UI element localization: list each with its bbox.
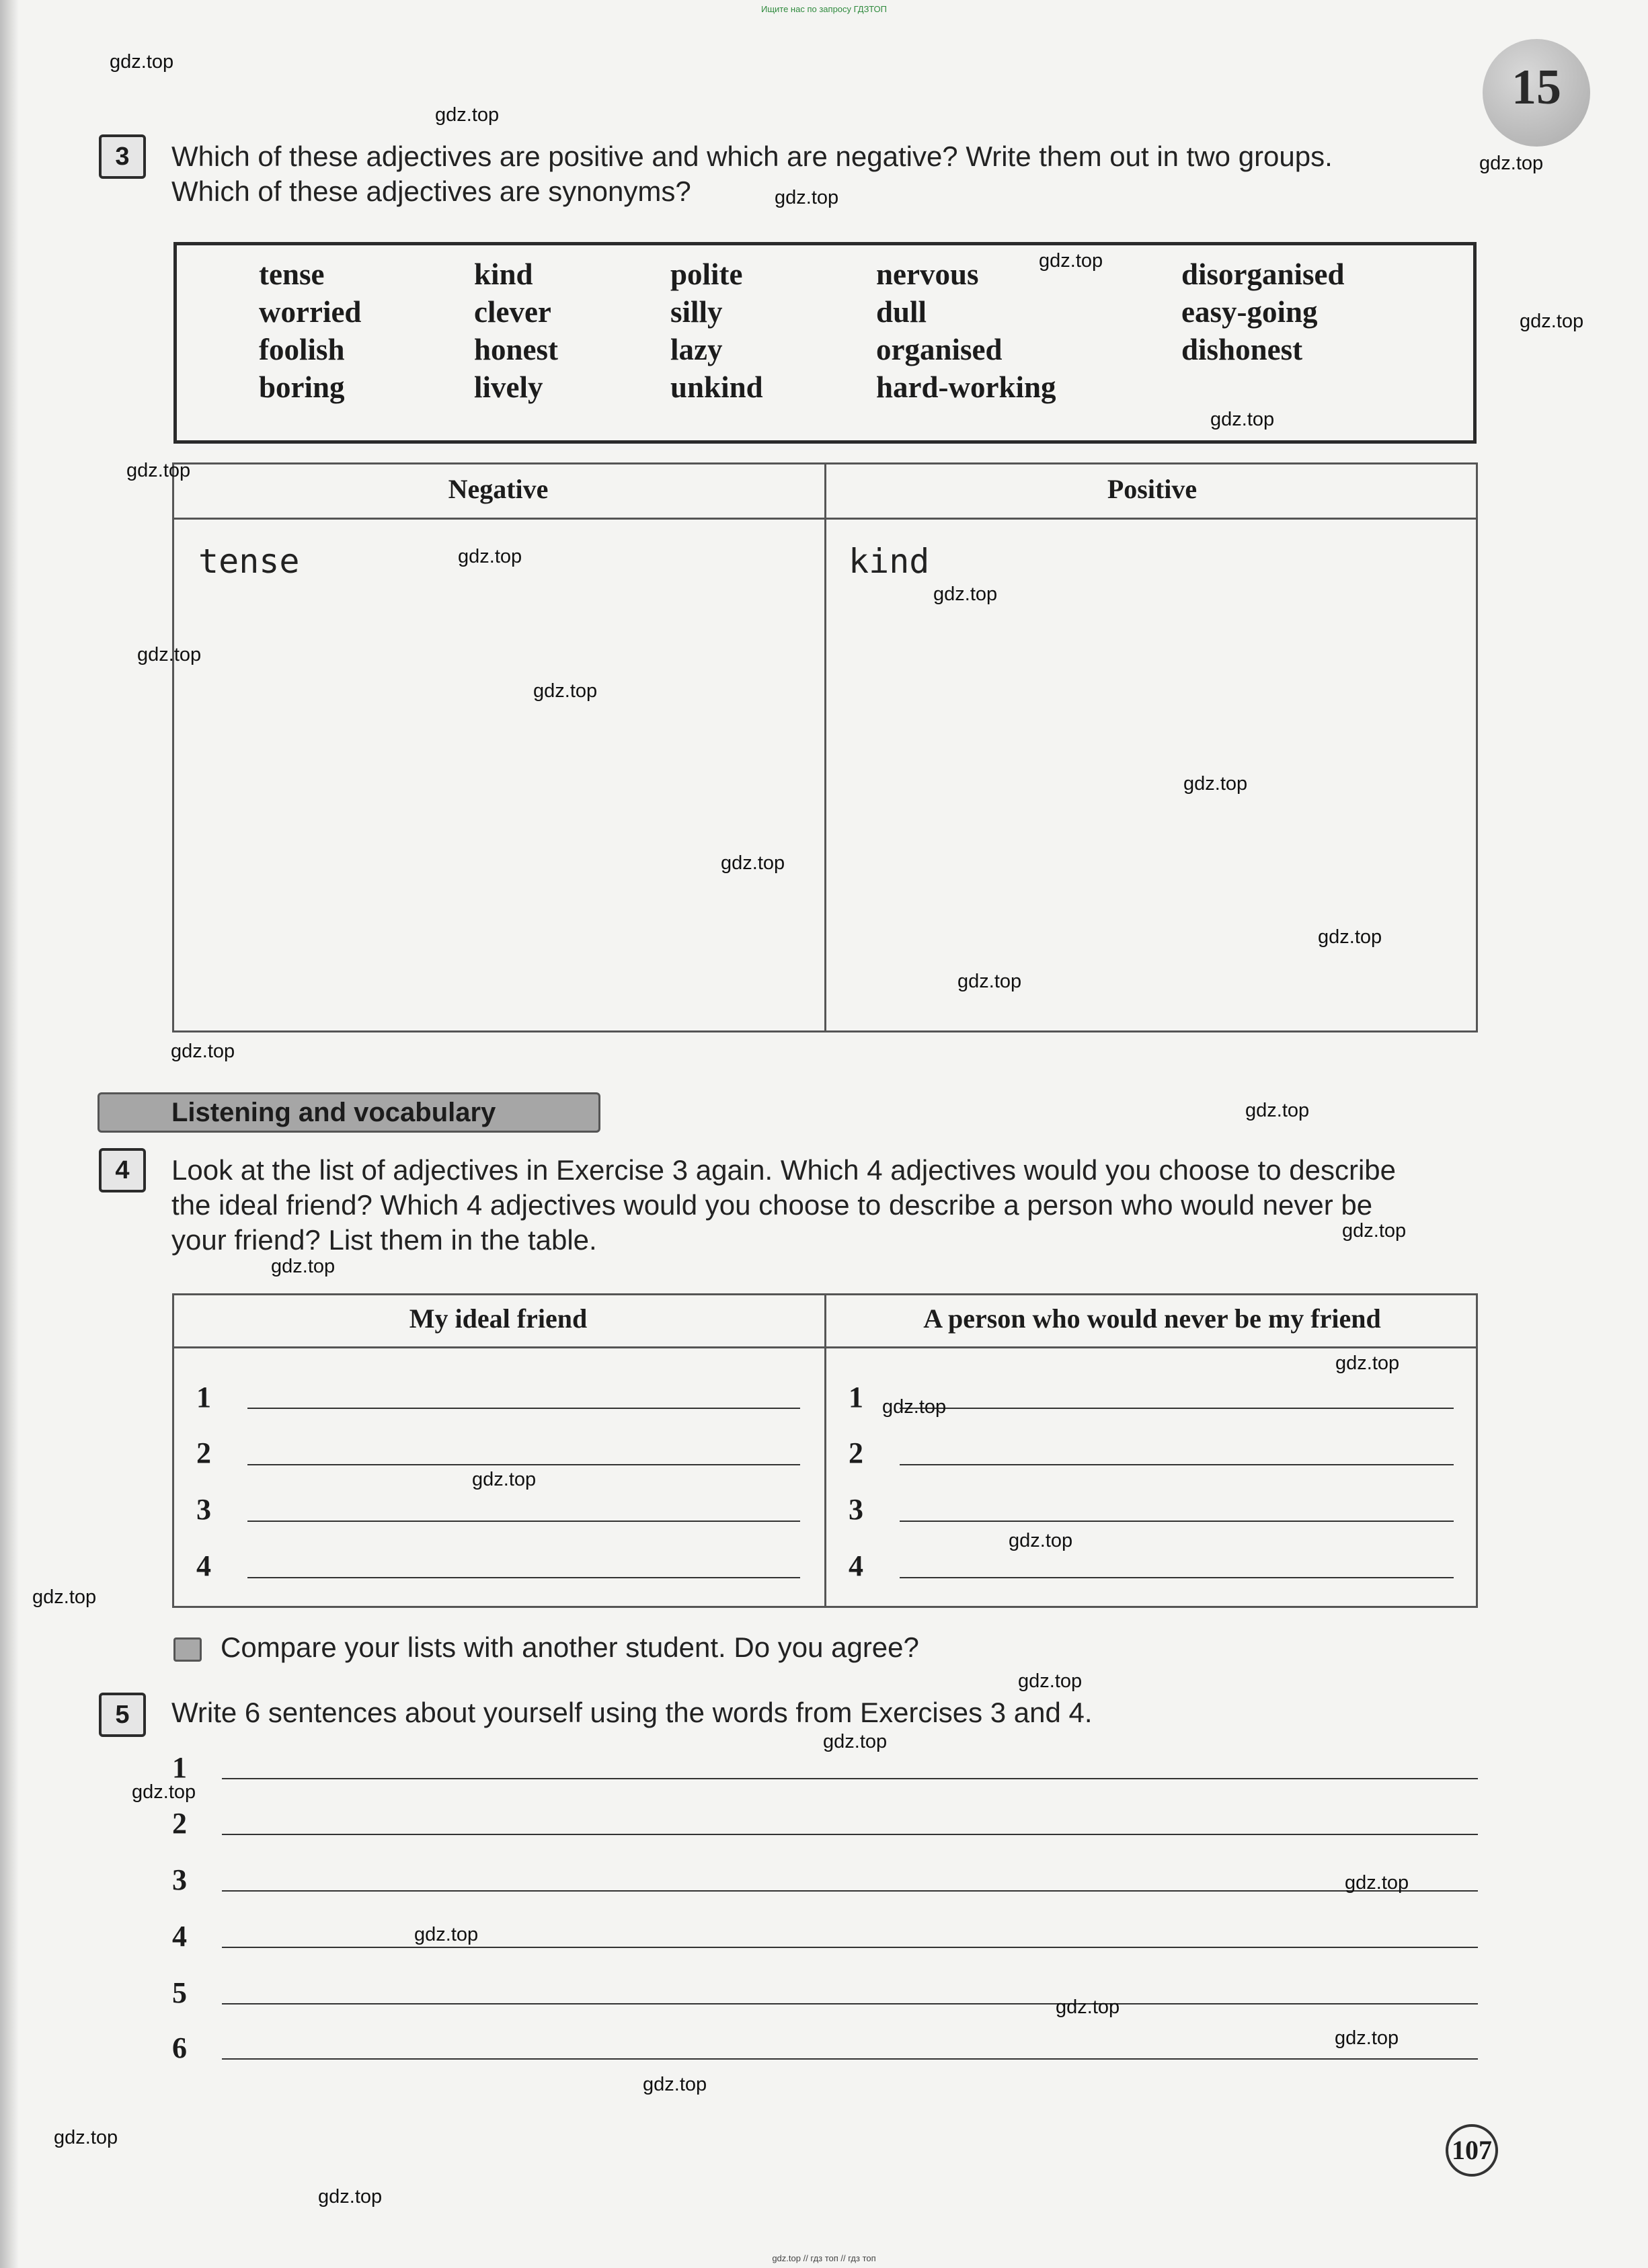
adjective-column-1 [259,255,361,406]
adjective: nervous [876,257,979,291]
adjective: clever [474,295,551,329]
sentence-line[interactable] [222,1890,1478,1892]
exercise-5-instruction: Write 6 sentences about yourself using the words from Exercises 3 and 4. [171,1697,1093,1728]
adjective: polite [670,257,743,291]
sentence-number: 6 [172,2031,187,2064]
adjective: unkind [670,370,763,404]
watermark: gdz.top [643,2074,707,2095]
ideal-answer-line[interactable] [247,1577,800,1578]
watermark: gdz.top [1318,926,1382,948]
adjective: lively [474,370,543,404]
watermark: gdz.top [1210,409,1275,430]
adjective: easy-going [1181,295,1318,329]
watermark: gdz.top [1342,1220,1407,1242]
table-header-rule [172,518,1478,520]
never-row-number: 1 [849,1381,863,1414]
square-bullet-icon [173,1637,202,1662]
adjective: hard-working [876,370,1056,404]
adjective: foolish [259,333,345,366]
watermark: gdz.top [1018,1670,1083,1692]
sentence-line[interactable] [222,2058,1478,2060]
adjective: kind [474,257,533,291]
watermark: gdz.top [1520,311,1584,332]
section-title: Listening and vocabulary [171,1098,496,1127]
watermark: gdz.top [882,1396,947,1418]
exercise-4-instruction-line1: Look at the list of adjectives in Exercise 3 again. Which 4 adjectives would you choose to describe [171,1154,1396,1186]
never-friend-header: A person who would never be my friend [923,1303,1381,1334]
adjective: tense [259,257,325,291]
watermark: gdz.top [1335,1352,1400,1374]
adjective: boring [259,370,345,404]
watermark: gdz.top [137,644,202,665]
watermark: gdz.top [1335,2027,1399,2049]
adjective: dishonest [1181,333,1303,366]
watermark: gdz.top [721,852,785,874]
watermark: gdz.top [32,1586,97,1608]
watermark: gdz.top [318,2186,383,2208]
watermark: gdz.top [1183,773,1248,795]
watermark: gdz.top [414,1924,479,1945]
watermark: gdz.top [1056,1996,1120,2018]
adjective: disorganised [1181,257,1345,291]
page-shadow [0,0,19,2268]
ideal-answer-line[interactable] [247,1464,800,1465]
never-answer-line[interactable] [900,1464,1454,1465]
sentence-number: 4 [172,1920,187,1953]
page-number: 107 [1452,2135,1492,2165]
adjective-column-4 [876,255,1056,406]
ideal-row-number: 4 [196,1549,211,1582]
watermark: gdz.top [110,51,174,73]
unit-number: 15 [1512,60,1561,115]
negative-header: Negative [448,474,549,504]
sentence-line[interactable] [222,2003,1478,2004]
ideal-answer-line[interactable] [247,1521,800,1522]
example-positive: kind [849,542,930,581]
exercise-3-instruction-line2: Which of these adjectives are synonyms? [171,175,691,207]
adjective-column-2 [474,255,558,406]
watermark: gdz.top [1039,250,1103,272]
footer-note: gdz.top // гдз топ // гдз топ [772,2253,876,2263]
never-answer-line[interactable] [900,1577,1454,1578]
sentence-line[interactable] [222,1834,1478,1835]
watermark: gdz.top [54,2127,118,2148]
adjective: dull [876,295,927,329]
watermark: gdz.top [1245,1100,1310,1121]
exercise-3-number: 3 [99,134,146,179]
ideal-row-number: 2 [196,1436,211,1469]
never-answer-line[interactable] [900,1521,1454,1522]
sentence-number: 2 [172,1807,187,1840]
watermark: gdz.top [472,1469,537,1490]
adjective: organised [876,333,1003,366]
exercise-3-instruction-line1: Which of these adjectives are positive and which are negative? Write them out in two groups. [171,140,1333,172]
watermark: gdz.top [132,1781,196,1803]
watermark: gdz.top [957,971,1022,992]
never-row-number: 4 [849,1549,863,1582]
watermark: gdz.top [1479,153,1544,174]
watermark: gdz.top [823,1731,888,1752]
sentence-line[interactable] [222,1947,1478,1948]
watermark: gdz.top [435,104,500,126]
table-divider [824,462,826,1032]
watermark: gdz.top [271,1256,336,1277]
friend-table-divider [824,1293,826,1608]
compare-instruction: Compare your lists with another student. Do you agree? [221,1631,919,1663]
watermark: gdz.top [126,460,191,481]
never-row-number: 3 [849,1493,863,1526]
never-row-number: 2 [849,1436,863,1469]
watermark: gdz.top [1009,1530,1073,1551]
exercise-4-instruction-line3: your friend? List them in the table. [171,1224,597,1256]
adjective: silly [670,295,723,329]
adjective: honest [474,333,559,366]
exercise-4-number: 4 [99,1148,146,1192]
example-negative: tense [198,542,300,581]
watermark: gdz.top [1345,1872,1409,1894]
ideal-row-number: 1 [196,1381,211,1414]
sentence-number: 1 [172,1751,187,1784]
exercise-4-instruction-line2: the ideal friend? Which 4 adjectives would you choose to describe a person who would never be [171,1189,1373,1221]
header-note: Ищите нас по запросу ГДЗТОП [760,4,887,14]
sentence-line[interactable] [222,1778,1478,1779]
ideal-row-number: 3 [196,1493,211,1526]
adjective-column-3 [670,255,763,406]
ideal-friend-header: My ideal friend [409,1303,588,1334]
watermark: gdz.top [775,187,839,208]
sentence-number: 5 [172,1976,187,2009]
ideal-answer-line[interactable] [247,1408,800,1409]
watermark: gdz.top [933,583,998,605]
sentence-number: 3 [172,1863,187,1896]
never-answer-line[interactable] [900,1408,1454,1409]
friend-table-header-rule [172,1346,1478,1348]
positive-header: Positive [1107,474,1198,504]
adjective: lazy [670,333,723,366]
watermark: gdz.top [533,680,598,702]
exercise-5-number: 5 [99,1693,146,1737]
watermark: gdz.top [171,1041,235,1062]
watermark: gdz.top [458,546,522,567]
adjective-column-5 [1181,255,1345,368]
adjective: worried [259,295,362,329]
